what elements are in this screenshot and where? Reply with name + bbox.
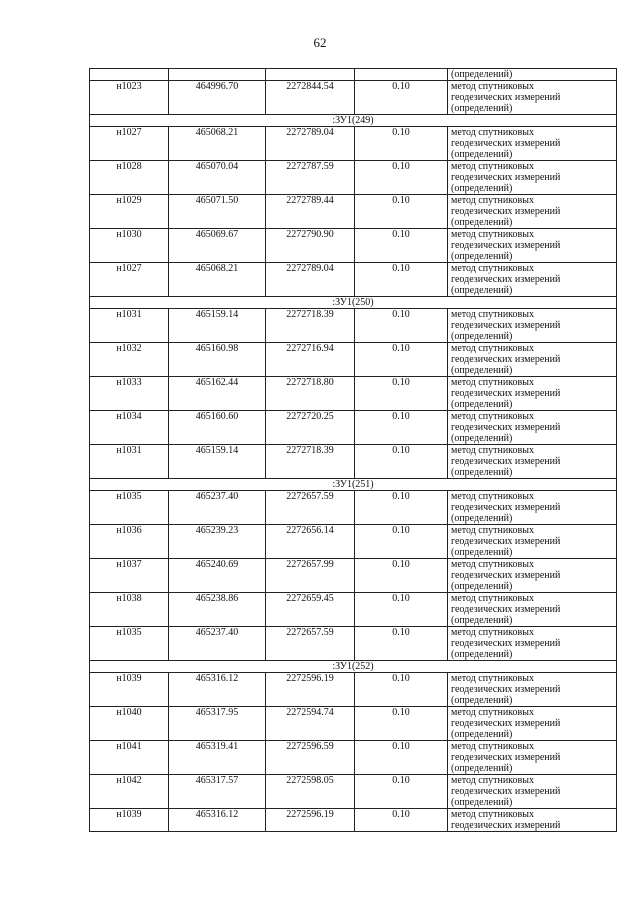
accuracy-cell: 0.10 bbox=[355, 127, 448, 161]
method-line: (определений) bbox=[451, 695, 513, 706]
method-cell bbox=[448, 809, 617, 832]
coordinates-table-body bbox=[90, 69, 617, 832]
y-cell: 2272716.94 bbox=[266, 343, 355, 377]
table-row bbox=[90, 525, 617, 559]
method-cell bbox=[448, 263, 617, 297]
method-cell bbox=[448, 775, 617, 809]
table-row bbox=[90, 127, 617, 161]
table-row bbox=[90, 161, 617, 195]
point-cell: н1041 bbox=[90, 741, 169, 775]
method-line: (определений) bbox=[451, 285, 513, 296]
method-line: геодезических измерений bbox=[451, 172, 561, 183]
point-cell: н1040 bbox=[90, 707, 169, 741]
accuracy-cell bbox=[355, 69, 448, 81]
method-line: геодезических измерений bbox=[451, 206, 561, 217]
accuracy-cell: 0.10 bbox=[355, 195, 448, 229]
method-line: (определений) bbox=[451, 467, 513, 478]
method-line: (определений) bbox=[451, 183, 513, 194]
y-cell: 2272789.04 bbox=[266, 263, 355, 297]
table-row bbox=[90, 559, 617, 593]
method-cell bbox=[448, 593, 617, 627]
method-line: геодезических измерений bbox=[451, 820, 561, 831]
y-cell: 2272844.54 bbox=[266, 81, 355, 115]
y-cell: 2272720.25 bbox=[266, 411, 355, 445]
y-cell: 2272657.59 bbox=[266, 491, 355, 525]
point-cell: н1027 bbox=[90, 127, 169, 161]
accuracy-cell: 0.10 bbox=[355, 377, 448, 411]
accuracy-cell: 0.10 bbox=[355, 559, 448, 593]
method-line: геодезических измерений bbox=[451, 502, 561, 513]
x-cell: 465316.12 bbox=[169, 673, 266, 707]
section-title: :ЗУ1(249) bbox=[90, 115, 617, 127]
method-line: геодезических измерений bbox=[451, 240, 561, 251]
method-line: метод спутниковых bbox=[451, 627, 534, 638]
method-line: геодезических измерений bbox=[451, 422, 561, 433]
method-line: (определений) bbox=[451, 433, 513, 444]
method-line: метод спутниковых bbox=[451, 309, 534, 320]
section-header-row bbox=[90, 297, 617, 309]
x-cell: 465239.23 bbox=[169, 525, 266, 559]
section-title: :ЗУ1(252) bbox=[90, 661, 617, 673]
point-cell: н1039 bbox=[90, 809, 169, 832]
point-cell: н1035 bbox=[90, 491, 169, 525]
point-cell: н1031 bbox=[90, 445, 169, 479]
method-line: метод спутниковых bbox=[451, 127, 534, 138]
y-cell: 2272659.45 bbox=[266, 593, 355, 627]
accuracy-cell: 0.10 bbox=[355, 673, 448, 707]
accuracy-cell: 0.10 bbox=[355, 343, 448, 377]
y-cell: 2272718.80 bbox=[266, 377, 355, 411]
method-line: метод спутниковых bbox=[451, 809, 534, 820]
point-cell: н1032 bbox=[90, 343, 169, 377]
table-row bbox=[90, 343, 617, 377]
method-line: геодезических измерений bbox=[451, 752, 561, 763]
x-cell: 465237.40 bbox=[169, 491, 266, 525]
method-line: геодезических измерений bbox=[451, 388, 561, 399]
method-line: метод спутниковых bbox=[451, 343, 534, 354]
point-cell: н1039 bbox=[90, 673, 169, 707]
method-line: метод спутниковых bbox=[451, 411, 534, 422]
table-row bbox=[90, 81, 617, 115]
method-line: метод спутниковых bbox=[451, 593, 534, 604]
method-cell bbox=[448, 343, 617, 377]
accuracy-cell: 0.10 bbox=[355, 81, 448, 115]
point-cell bbox=[90, 69, 169, 81]
x-cell: 465070.04 bbox=[169, 161, 266, 195]
y-cell: 2272598.05 bbox=[266, 775, 355, 809]
y-cell: 2272656.14 bbox=[266, 525, 355, 559]
method-cell bbox=[448, 127, 617, 161]
point-cell: н1034 bbox=[90, 411, 169, 445]
table-row bbox=[90, 593, 617, 627]
method-line: метод спутниковых bbox=[451, 445, 534, 456]
y-cell: 2272596.19 bbox=[266, 673, 355, 707]
method-line: геодезических измерений bbox=[451, 570, 561, 581]
coordinates-table bbox=[89, 68, 617, 832]
table-row bbox=[90, 741, 617, 775]
y-cell: 2272596.59 bbox=[266, 741, 355, 775]
x-cell bbox=[169, 69, 266, 81]
x-cell: 465068.21 bbox=[169, 263, 266, 297]
method-line: геодезических измерений bbox=[451, 138, 561, 149]
accuracy-cell: 0.10 bbox=[355, 445, 448, 479]
accuracy-cell: 0.10 bbox=[355, 411, 448, 445]
table-row bbox=[90, 411, 617, 445]
method-line: метод спутниковых bbox=[451, 525, 534, 536]
x-cell: 465159.14 bbox=[169, 445, 266, 479]
accuracy-cell: 0.10 bbox=[355, 593, 448, 627]
method-cell bbox=[448, 69, 617, 81]
point-cell: н1033 bbox=[90, 377, 169, 411]
table-row bbox=[90, 707, 617, 741]
method-line: (определений) bbox=[451, 103, 513, 114]
method-cell bbox=[448, 161, 617, 195]
point-cell: н1031 bbox=[90, 309, 169, 343]
point-cell: н1023 bbox=[90, 81, 169, 115]
accuracy-cell: 0.10 bbox=[355, 525, 448, 559]
accuracy-cell: 0.10 bbox=[355, 809, 448, 832]
x-cell: 464996.70 bbox=[169, 81, 266, 115]
table-row bbox=[90, 445, 617, 479]
x-cell: 465159.14 bbox=[169, 309, 266, 343]
x-cell: 465071.50 bbox=[169, 195, 266, 229]
x-cell: 465069.67 bbox=[169, 229, 266, 263]
point-cell: н1027 bbox=[90, 263, 169, 297]
table-row bbox=[90, 263, 617, 297]
point-cell: н1029 bbox=[90, 195, 169, 229]
accuracy-cell: 0.10 bbox=[355, 161, 448, 195]
method-line: (определений) bbox=[451, 797, 513, 808]
method-line: (определений) bbox=[451, 547, 513, 558]
section-header-row bbox=[90, 479, 617, 491]
x-cell: 465068.21 bbox=[169, 127, 266, 161]
accuracy-cell: 0.10 bbox=[355, 263, 448, 297]
method-line: геодезических измерений bbox=[451, 604, 561, 615]
x-cell: 465317.57 bbox=[169, 775, 266, 809]
method-cell bbox=[448, 741, 617, 775]
method-cell bbox=[448, 525, 617, 559]
point-cell: н1030 bbox=[90, 229, 169, 263]
method-line: (определений) bbox=[451, 217, 513, 228]
section-header-row bbox=[90, 661, 617, 673]
method-line: метод спутниковых bbox=[451, 229, 534, 240]
section-title: :ЗУ1(251) bbox=[90, 479, 617, 491]
method-line: геодезических измерений bbox=[451, 354, 561, 365]
table-row bbox=[90, 809, 617, 832]
accuracy-cell: 0.10 bbox=[355, 741, 448, 775]
method-cell bbox=[448, 229, 617, 263]
method-line: (определений) bbox=[451, 251, 513, 262]
method-line: метод спутниковых bbox=[451, 673, 534, 684]
table-row bbox=[90, 377, 617, 411]
method-line: метод спутниковых bbox=[451, 263, 534, 274]
method-line: (определений) bbox=[451, 365, 513, 376]
method-line: геодезических измерений bbox=[451, 456, 561, 467]
point-cell: н1028 bbox=[90, 161, 169, 195]
x-cell: 465319.41 bbox=[169, 741, 266, 775]
x-cell: 465237.40 bbox=[169, 627, 266, 661]
y-cell: 2272787.59 bbox=[266, 161, 355, 195]
method-line: (определений) bbox=[451, 149, 513, 160]
method-cell bbox=[448, 411, 617, 445]
y-cell: 2272789.44 bbox=[266, 195, 355, 229]
x-cell: 465160.60 bbox=[169, 411, 266, 445]
table-row bbox=[90, 491, 617, 525]
method-line: метод спутниковых bbox=[451, 161, 534, 172]
method-line: метод спутниковых bbox=[451, 81, 534, 92]
x-cell: 465160.98 bbox=[169, 343, 266, 377]
x-cell: 465162.44 bbox=[169, 377, 266, 411]
accuracy-cell: 0.10 bbox=[355, 491, 448, 525]
method-line: метод спутниковых bbox=[451, 707, 534, 718]
method-line: метод спутниковых bbox=[451, 491, 534, 502]
y-cell: 2272657.59 bbox=[266, 627, 355, 661]
method-cell bbox=[448, 491, 617, 525]
method-line: геодезических измерений bbox=[451, 684, 561, 695]
method-line: (определений) bbox=[451, 513, 513, 524]
point-cell: н1042 bbox=[90, 775, 169, 809]
method-line: (определений) bbox=[451, 615, 513, 626]
method-line: (определений) bbox=[451, 399, 513, 410]
point-cell: н1037 bbox=[90, 559, 169, 593]
accuracy-cell: 0.10 bbox=[355, 229, 448, 263]
page-number: 62 bbox=[313, 35, 327, 50]
method-line: геодезических измерений bbox=[451, 320, 561, 331]
method-cell bbox=[448, 195, 617, 229]
method-line: метод спутниковых bbox=[451, 741, 534, 752]
accuracy-cell: 0.10 bbox=[355, 707, 448, 741]
method-line: (определений) bbox=[451, 331, 513, 342]
y-cell: 2272790.90 bbox=[266, 229, 355, 263]
accuracy-cell: 0.10 bbox=[355, 309, 448, 343]
continuation-row bbox=[90, 69, 617, 81]
method-line: метод спутниковых bbox=[451, 195, 534, 206]
point-cell: н1038 bbox=[90, 593, 169, 627]
y-cell: 2272718.39 bbox=[266, 309, 355, 343]
x-cell: 465240.69 bbox=[169, 559, 266, 593]
point-cell: н1036 bbox=[90, 525, 169, 559]
method-line: (определений) bbox=[451, 581, 513, 592]
method-cell bbox=[448, 707, 617, 741]
point-cell: н1035 bbox=[90, 627, 169, 661]
method-cell bbox=[448, 627, 617, 661]
accuracy-cell: 0.10 bbox=[355, 775, 448, 809]
method-line: (определений) bbox=[451, 729, 513, 740]
x-cell: 465317.95 bbox=[169, 707, 266, 741]
method-cell bbox=[448, 81, 617, 115]
method-line: геодезических измерений bbox=[451, 274, 561, 285]
method-line: метод спутниковых bbox=[451, 559, 534, 570]
y-cell: 2272718.39 bbox=[266, 445, 355, 479]
x-cell: 465238.86 bbox=[169, 593, 266, 627]
table-row bbox=[90, 309, 617, 343]
method-line: геодезических измерений bbox=[451, 536, 561, 547]
method-line: геодезических измерений bbox=[451, 786, 561, 797]
table-row bbox=[90, 775, 617, 809]
table-row bbox=[90, 627, 617, 661]
method-line: метод спутниковых bbox=[451, 377, 534, 388]
x-cell: 465316.12 bbox=[169, 809, 266, 832]
method-line: (определений) bbox=[451, 763, 513, 774]
table-row bbox=[90, 229, 617, 263]
method-line: (определений) bbox=[451, 649, 513, 660]
y-cell: 2272789.04 bbox=[266, 127, 355, 161]
y-cell: 2272596.19 bbox=[266, 809, 355, 832]
method-line: (определений) bbox=[451, 69, 513, 80]
method-line: геодезических измерений bbox=[451, 638, 561, 649]
table-row bbox=[90, 195, 617, 229]
method-line: геодезических измерений bbox=[451, 718, 561, 729]
method-line: геодезических измерений bbox=[451, 92, 561, 103]
section-title: :ЗУ1(250) bbox=[90, 297, 617, 309]
method-cell bbox=[448, 309, 617, 343]
method-cell bbox=[448, 445, 617, 479]
y-cell bbox=[266, 69, 355, 81]
section-header-row bbox=[90, 115, 617, 127]
method-cell bbox=[448, 377, 617, 411]
table-row bbox=[90, 673, 617, 707]
y-cell: 2272657.99 bbox=[266, 559, 355, 593]
method-cell bbox=[448, 673, 617, 707]
accuracy-cell: 0.10 bbox=[355, 627, 448, 661]
method-line: метод спутниковых bbox=[451, 775, 534, 786]
y-cell: 2272594.74 bbox=[266, 707, 355, 741]
method-cell bbox=[448, 559, 617, 593]
